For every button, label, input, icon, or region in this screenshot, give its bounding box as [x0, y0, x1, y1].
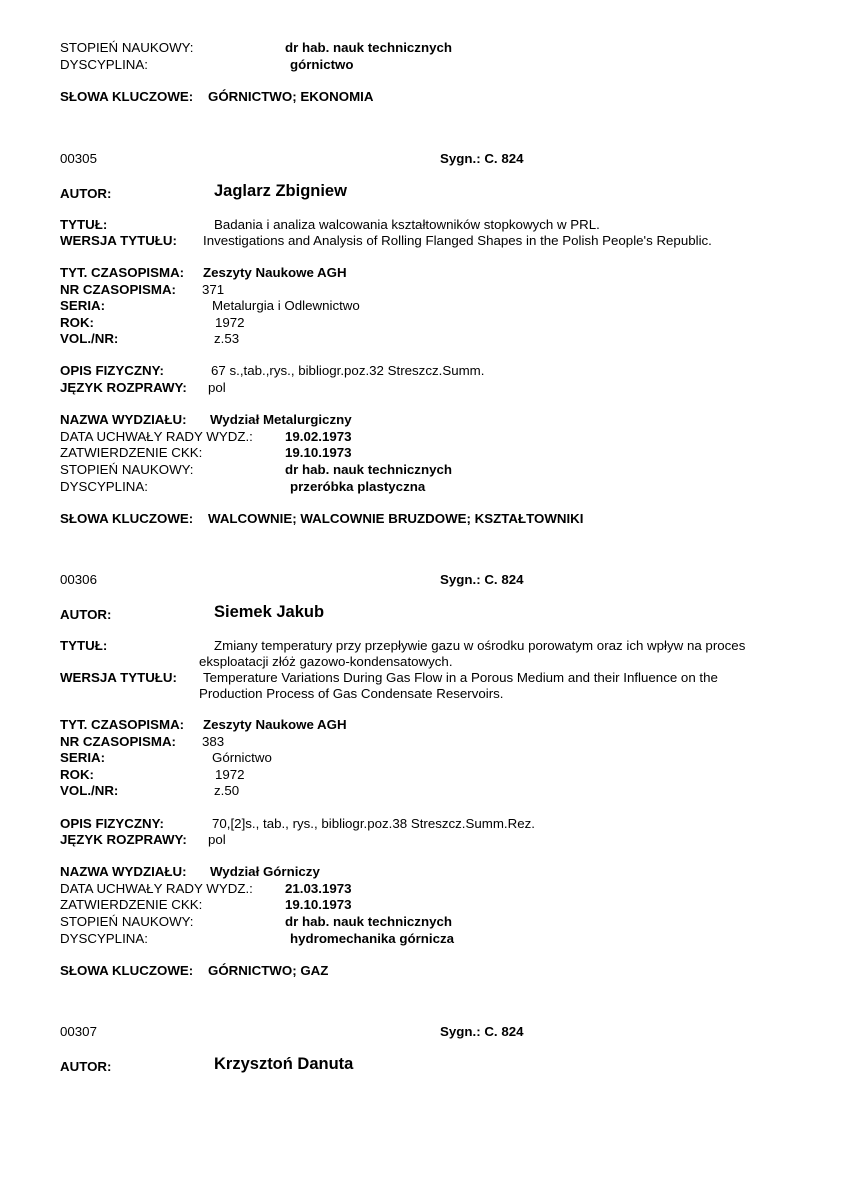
- author-name: Krzysztoń Danuta: [214, 1055, 354, 1073]
- year-label: ROK:: [60, 767, 94, 782]
- degree-value: dr hab. nauk technicznych: [285, 914, 452, 929]
- title-version-label: WERSJA TYTUŁU:: [60, 670, 177, 685]
- signature: Sygn.: C. 824: [440, 572, 524, 587]
- journal-number-label: NR CZASOPISMA:: [60, 282, 176, 297]
- dyscyplina-value: górnictwo: [290, 57, 354, 72]
- title-version-line-1: Temperature Variations During Gas Flow in a Porous Medium and their Influence on the: [203, 670, 718, 685]
- ckk-approval-value: 19.10.1973: [285, 897, 352, 912]
- year-label: ROK:: [60, 315, 94, 330]
- volume-value: z.50: [214, 783, 240, 798]
- resolution-date-label: DATA UCHWAŁY RADY WYDZ.:: [60, 429, 253, 444]
- physical-description-label: OPIS FIZYCZNY:: [60, 363, 164, 378]
- ckk-approval-value: 19.10.1973: [285, 445, 352, 460]
- year-value: 1972: [215, 315, 245, 330]
- record-number: 00306: [60, 572, 97, 587]
- record-number: 00305: [60, 151, 97, 166]
- record-number: 00307: [60, 1024, 97, 1039]
- stopien-value: dr hab. nauk technicznych: [285, 40, 452, 55]
- title-value-line-1: Zmiany temperatury przy przepływie gazu w ośrodku porowatym oraz ich wpływ na proces: [214, 638, 746, 653]
- series-label: SERIA:: [60, 298, 106, 313]
- signature: Sygn.: C. 824: [440, 1024, 524, 1039]
- language-value: pol: [208, 832, 226, 847]
- author-name: Jaglarz Zbigniew: [214, 182, 347, 200]
- keywords-value: GÓRNICTWO; GAZ: [208, 963, 329, 978]
- resolution-date-label: DATA UCHWAŁY RADY WYDZ.:: [60, 881, 253, 896]
- journal-number-value: 371: [202, 282, 225, 297]
- volume-label: VOL./NR:: [60, 331, 119, 346]
- volume-label: VOL./NR:: [60, 783, 119, 798]
- degree-value: dr hab. nauk technicznych: [285, 462, 452, 477]
- series-label: SERIA:: [60, 750, 106, 765]
- language-label: JĘZYK ROZPRAWY:: [60, 380, 187, 395]
- title-label: TYTUŁ:: [60, 217, 108, 232]
- author-label: AUTOR:: [60, 1059, 112, 1074]
- keywords-label: SŁOWA KLUCZOWE:: [60, 963, 194, 978]
- journal-number-label: NR CZASOPISMA:: [60, 734, 176, 749]
- author-name: Siemek Jakub: [214, 603, 325, 621]
- keywords-value: WALCOWNIE; WALCOWNIE BRUZDOWE; KSZTAŁTOWNIKI: [208, 511, 584, 526]
- title-label: TYTUŁ:: [60, 638, 108, 653]
- language-label: JĘZYK ROZPRAWY:: [60, 832, 187, 847]
- ckk-approval-label: ZATWIERDZENIE CKK:: [60, 897, 203, 912]
- degree-label: STOPIEŃ NAUKOWY:: [60, 462, 194, 477]
- discipline-value: przeróbka plastyczna: [290, 479, 426, 494]
- stopien-label: STOPIEŃ NAUKOWY:: [60, 40, 194, 55]
- signature: Sygn.: C. 824: [440, 151, 524, 166]
- author-label: AUTOR:: [60, 607, 112, 622]
- title-version-value: Investigations and Analysis of Rolling Flanged Shapes in the Polish People's Republic.: [203, 233, 712, 248]
- journal-value: Zeszyty Naukowe AGH: [203, 717, 347, 732]
- discipline-label: DYSCYPLINA:: [60, 931, 148, 946]
- journal-value: Zeszyty Naukowe AGH: [203, 265, 347, 280]
- resolution-date-value: 21.03.1973: [285, 881, 352, 896]
- degree-label: STOPIEŃ NAUKOWY:: [60, 914, 194, 929]
- title-value: Badania i analiza walcowania kształtowników stopkowych w PRL.: [214, 217, 600, 232]
- faculty-label: NAZWA WYDZIAŁU:: [60, 412, 187, 427]
- year-value: 1972: [215, 767, 245, 782]
- faculty-value: Wydział Górniczy: [210, 864, 320, 879]
- physical-description-label: OPIS FIZYCZNY:: [60, 816, 164, 831]
- keywords-value: GÓRNICTWO; EKONOMIA: [208, 89, 374, 104]
- discipline-value: hydromechanika górnicza: [290, 931, 455, 946]
- series-value: Górnictwo: [212, 750, 272, 765]
- resolution-date-value: 19.02.1973: [285, 429, 352, 444]
- title-version-line-2: Production Process of Gas Condensate Reservoirs.: [199, 686, 504, 701]
- series-value: Metalurgia i Odlewnictwo: [212, 298, 360, 313]
- journal-label: TYT. CZASOPISMA:: [60, 717, 185, 732]
- physical-description-value: 67 s.,tab.,rys., bibliogr.poz.32 Streszcz.Summ.: [211, 363, 485, 378]
- keywords-label: SŁOWA KLUCZOWE:: [60, 511, 194, 526]
- language-value: pol: [208, 380, 226, 395]
- title-version-label: WERSJA TYTUŁU:: [60, 233, 177, 248]
- dyscyplina-label: DYSCYPLINA:: [60, 57, 148, 72]
- discipline-label: DYSCYPLINA:: [60, 479, 148, 494]
- physical-description-value: 70,[2]s., tab., rys., bibliogr.poz.38 Streszcz.Summ.Rez.: [212, 816, 535, 831]
- author-label: AUTOR:: [60, 186, 112, 201]
- journal-label: TYT. CZASOPISMA:: [60, 265, 185, 280]
- volume-value: z.53: [214, 331, 240, 346]
- faculty-label: NAZWA WYDZIAŁU:: [60, 864, 187, 879]
- title-value-line-2: eksploatacji złóż gazowo-kondensatowych.: [199, 654, 453, 669]
- journal-number-value: 383: [202, 734, 225, 749]
- ckk-approval-label: ZATWIERDZENIE CKK:: [60, 445, 203, 460]
- faculty-value: Wydział Metalurgiczny: [210, 412, 352, 427]
- keywords-label: SŁOWA KLUCZOWE:: [60, 89, 194, 104]
